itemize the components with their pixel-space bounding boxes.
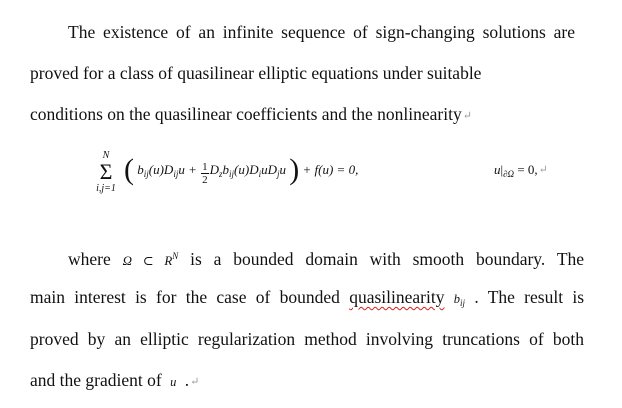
- bc-restriction-bar: |: [500, 162, 504, 177]
- bc-boundary-subscript: ∂Ω: [503, 169, 515, 179]
- term1-end: u +: [178, 162, 197, 177]
- fraction-numerator: 1: [202, 161, 208, 173]
- abstract-line-3: [30, 104, 472, 126]
- abstract-line-6: proved by an elliptic regularization method involving truncations of both: [30, 329, 584, 349]
- line7-period: .: [184, 370, 190, 390]
- spellcheck-underlined-word[interactable]: quasilinearity: [349, 287, 445, 307]
- display-equation: [88, 150, 548, 210]
- operator-d: D: [209, 162, 219, 177]
- equation-rhs: + f(u) = 0,: [302, 162, 359, 177]
- inline-b-ij: [454, 292, 465, 306]
- subscript-ij-3: ij: [229, 169, 235, 179]
- boundary-condition: [494, 156, 548, 188]
- sum-upper-limit: N: [102, 150, 110, 161]
- subscript-i: i: [258, 169, 262, 179]
- term1-middle: (u)D: [148, 162, 174, 177]
- where-line: [68, 246, 584, 271]
- domain-symbol: [123, 253, 179, 268]
- domain-superscript-n: N: [172, 251, 179, 261]
- sigma-symbol: Σ: [99, 159, 113, 184]
- close-paren: ): [289, 153, 300, 186]
- term2-u: u: [279, 162, 286, 177]
- subscript-j: j: [276, 169, 280, 179]
- term2-ud: uD: [261, 162, 277, 177]
- bc-rhs: = 0,: [517, 162, 538, 177]
- equation-body: [124, 153, 359, 188]
- abstract-line-3-text: conditions on the quasilinear coefficients and the nonlinearity: [30, 104, 462, 124]
- inline-u: u: [170, 375, 177, 389]
- line7-start: and the gradient of: [30, 370, 162, 390]
- subscript-ij: ij: [143, 169, 149, 179]
- summation: [88, 150, 124, 194]
- abstract-line-2: proved for a class of quasilinear elliptic equations under suitable: [30, 63, 482, 83]
- abstract-line-1: The existence of an infinite sequence of sign-changing solutions are: [68, 22, 575, 42]
- subscript-ij-2: ij: [173, 169, 179, 179]
- inline-subscript-ij: ij: [460, 298, 466, 308]
- paragraph-mark-icon-3: ↵: [190, 376, 200, 388]
- paragraph-mark-icon: ↵: [462, 110, 472, 122]
- domain-omega-subset-r: Ω ⊂ R: [122, 253, 173, 268]
- fraction-one-half: [201, 161, 209, 186]
- line5-end: . The result is: [474, 287, 585, 307]
- paragraph-mark-icon-2: ↵: [538, 164, 548, 176]
- where-line-rest: is a bounded domain with smooth boundary. The: [190, 249, 585, 269]
- bc-u: u: [494, 162, 501, 177]
- abstract-line-5: [30, 287, 584, 313]
- open-paren: (: [124, 153, 134, 186]
- sum-lower-limit: i,j=1: [96, 183, 116, 194]
- line5-start: main interest is for the case of bounded: [30, 287, 340, 307]
- where-word: where: [68, 249, 111, 269]
- subscript-z: z: [219, 169, 223, 179]
- coefficient-b: b: [137, 162, 144, 177]
- term2-middle: (u)D: [234, 162, 259, 177]
- abstract-line-7: [30, 370, 199, 392]
- inline-b: b: [453, 292, 461, 306]
- fraction-denominator: 2: [202, 174, 208, 186]
- coefficient-b-2: b: [222, 162, 230, 177]
